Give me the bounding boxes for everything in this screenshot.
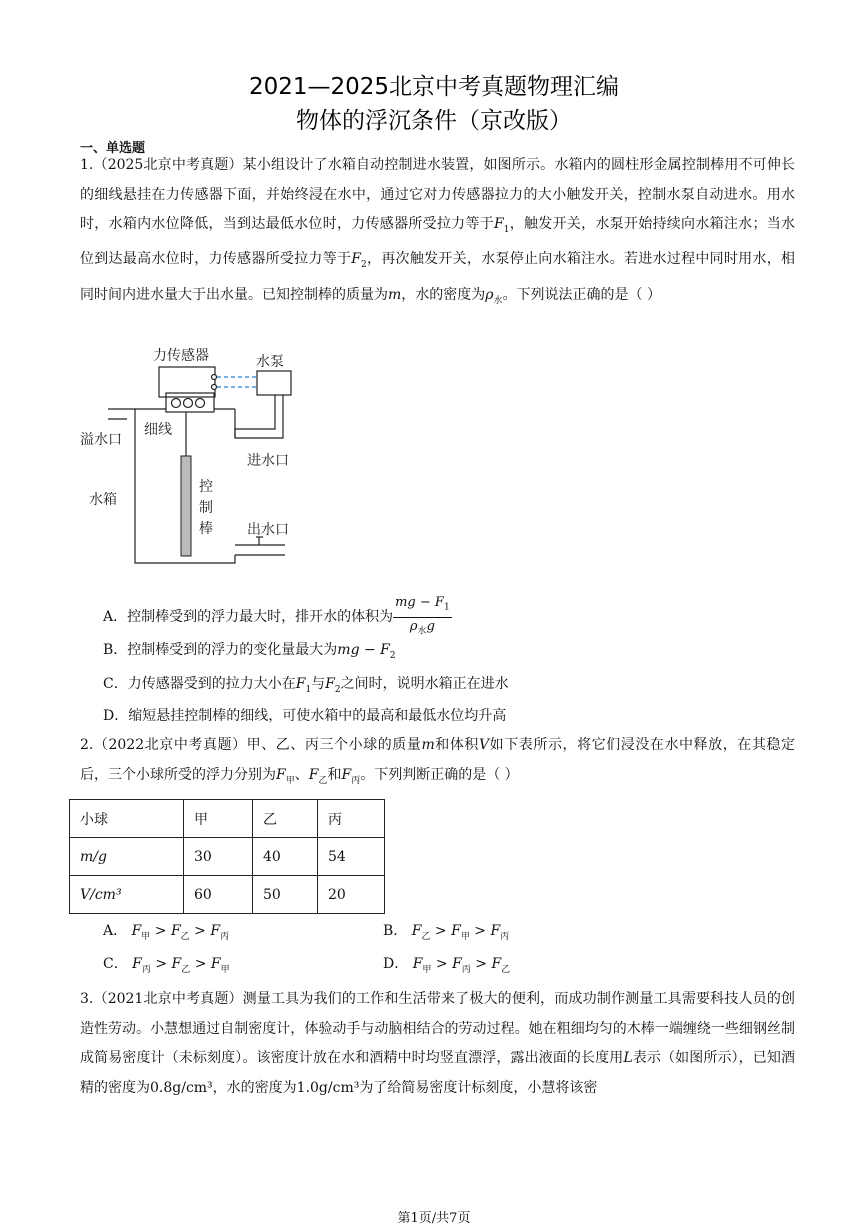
sensor-base [166, 393, 214, 412]
table-row [70, 838, 385, 876]
question-3-stem: 3.（2021北京中考真题）测量工具为我们的工作和生活带来了极大的便利，而成功制作测量工具需要科技人员的创造性劳动。小慧想通过自制密度计，体验动手与动脑相结合的劳动过程。她在粗细均匀的木棒一端缠绕一些细钢丝制成简易密度计（未标刻度）。该密度计放在水和酒精中时均竖直漂浮，露出液面的长度用L表示（如图所示），已知酒精的密度为0.8g/cm³，水的密度为1.0g/cm³为了给简易密度计标刻度，小慧将该密 [80, 991, 795, 1096]
svg-text:出水口: 出水口 [247, 522, 289, 538]
table-cell: 乙 [253, 800, 318, 838]
question-2-stem: 2.（2022北京中考真题）甲、乙、丙三个小球的质量m和体积V如下表所示，将它们浸没在水中释放，在其稳定后，三个小球所受的浮力分别为$F_甲$、$F_乙$和$F_丙$。下列判断正确的是（ ） [80, 737, 795, 786]
ball-data-table [69, 799, 385, 914]
section-heading: 一、单选题 [80, 141, 146, 156]
control-rod [181, 456, 191, 556]
svg-text:力传感器: 力传感器 [153, 348, 209, 364]
pump-box [257, 371, 291, 395]
table-cell: 60 [184, 876, 253, 914]
q1-option-b[interactable]: B．控制棒受到的浮力的变化量最大为mg − $F_2$ [103, 642, 396, 661]
q2-option-a[interactable]: A． $F_甲 > F_乙 > F_丙$ [103, 923, 230, 942]
svg-text:进水口: 进水口 [247, 453, 289, 469]
svg-text:制: 制 [199, 500, 213, 516]
svg-text:水泵: 水泵 [256, 354, 284, 370]
svg-text:控: 控 [199, 479, 213, 495]
table-row [70, 800, 385, 838]
q1-option-c[interactable]: C．力传感器受到的拉力大小在$F_1$与$F_2$之间时，说明水箱正在进水 [103, 676, 509, 695]
doc-title-line1: 2021—2025北京中考真题物理汇编 [248, 74, 620, 100]
table-cell: 甲 [184, 800, 253, 838]
svg-text:水箱: 水箱 [89, 492, 117, 508]
svg-text:棒: 棒 [199, 521, 213, 537]
q2-option-c[interactable]: C． $F_丙 > F_乙 > F_甲$ [103, 956, 230, 975]
table-cell: V/cm³ [70, 876, 184, 914]
table-cell: m/g [70, 838, 184, 876]
table-cell: 丙 [318, 800, 385, 838]
table-cell: 40 [253, 838, 318, 876]
page-footer: 第1页/共7页 [397, 1211, 471, 1226]
table-cell: 20 [318, 876, 385, 914]
table-cell: 54 [318, 838, 385, 876]
doc-title-line2: 物体的浮沉条件（京改版） [296, 108, 572, 134]
water-tank-diagram [75, 340, 315, 575]
svg-text:细线: 细线 [144, 422, 172, 438]
question-1-stem: 1.（2025北京中考真题）某小组设计了水箱自动控制进水装置，如图所示。水箱内的圆柱形金属控制棒用不可伸长的细线悬挂在力传感器下面，并始终浸在水中，通过它对力传感器拉力的大小触发开关，控制水泵自动进水。用水时，水箱内水位降低，当到达最低水位时，力传感器所受拉力等于$F_1$，触发开关，水泵开始持续向水箱注水；当水位到达最高水位时，力传感器所受拉力等于$F_2$，再次触发开关，水泵停止向水箱注水。若进水过程中同时用水，相同时间内进水量大于出水量。已知控制棒的质量为m，水的密度为$\rho_水$。下列说法正确的是（ ） [80, 157, 796, 306]
table-row [70, 876, 385, 914]
q1-option-a[interactable]: A．控制棒受到的浮力最大时，排开水的体积为 $\frac{mg - F_1}{\rho_水g}$ [103, 595, 450, 637]
table-cell: 30 [184, 838, 253, 876]
table-cell: 50 [253, 876, 318, 914]
q2-option-d[interactable]: D． $F_甲 > F_丙 > F_乙$ [383, 956, 511, 975]
q1-option-d[interactable]: D．缩短悬挂控制棒的细线，可使水箱中的最高和最低水位均升高 [103, 708, 507, 724]
table-cell: 小球 [70, 800, 184, 838]
q2-option-b[interactable]: B． $F_乙 > F_甲 > F_丙$ [383, 923, 510, 942]
svg-text:溢水口: 溢水口 [80, 432, 122, 448]
